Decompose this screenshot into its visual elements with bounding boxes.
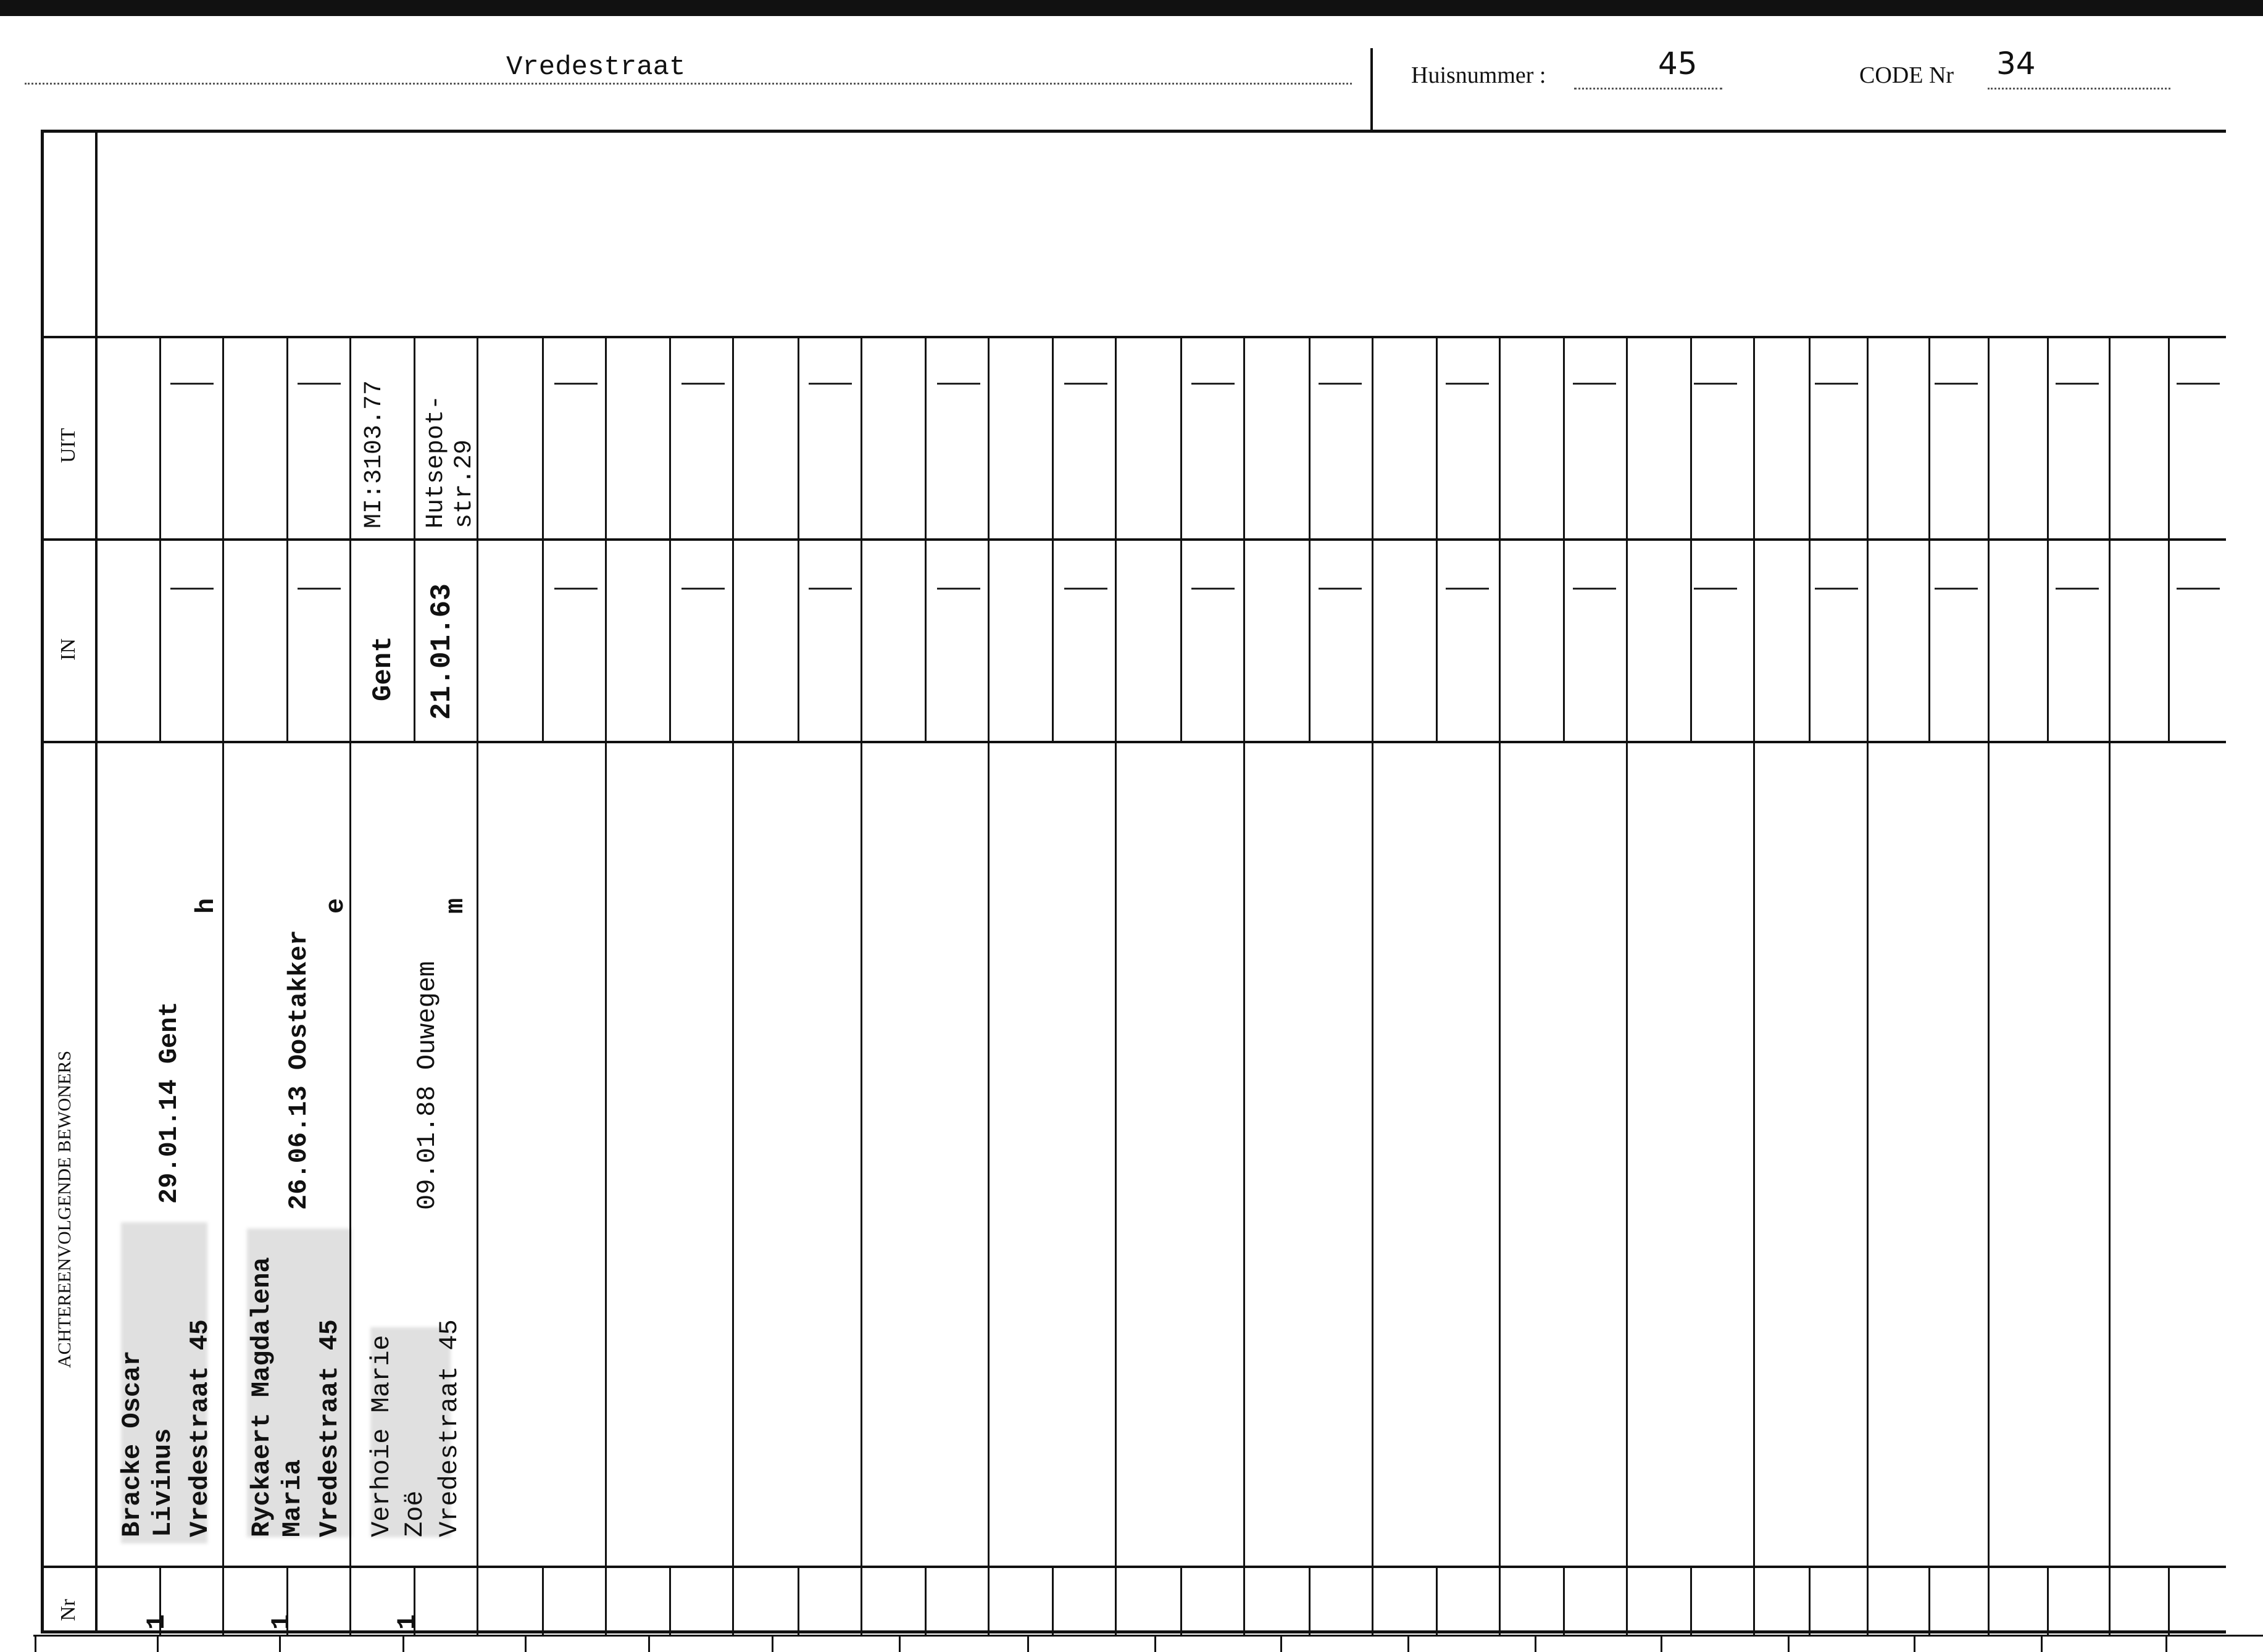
top-border: [0, 0, 2263, 16]
resident-1-code: h: [191, 898, 221, 914]
sub-column-line-nr: [2168, 1566, 2170, 1635]
column-line: [222, 337, 224, 1635]
code-dotline: [1988, 88, 2170, 90]
sub-column-line-nr: [1563, 1566, 1565, 1635]
sub-column-line-nr: [1052, 1566, 1054, 1635]
empty-dash: [1694, 588, 1737, 590]
column-line: [1115, 337, 1117, 1635]
bottom-tick: [1661, 1635, 1662, 1652]
column-line: [1499, 337, 1501, 1635]
empty-dash: [1446, 588, 1489, 590]
sub-column-line-top: [1180, 337, 1182, 741]
street-name: Vredestraat: [506, 52, 686, 83]
column-line: [1243, 337, 1245, 1635]
empty-dash: [1935, 383, 1978, 385]
resident-3-in-place: Gent: [368, 636, 399, 701]
resident-3-uit-code: MI:3103.77: [360, 380, 388, 528]
bottom-tick: [899, 1635, 901, 1652]
resident-1-name: Bracke Oscar: [117, 1350, 147, 1537]
sub-column-line-top: [542, 337, 544, 741]
sub-column-line-nr: [1809, 1566, 1811, 1635]
empty-dash: [1319, 588, 1362, 590]
sub-column-line-top: [414, 337, 415, 741]
empty-dash: [2056, 588, 2099, 590]
sub-column-line-top: [1809, 337, 1811, 741]
column-line: [1988, 337, 1990, 1635]
resident-3-in-date: 21.01.63: [426, 583, 458, 720]
sub-column-line-top: [1563, 337, 1565, 741]
empty-dash: [1815, 588, 1858, 590]
empty-dash: [1319, 383, 1362, 385]
empty-dash: [1064, 383, 1107, 385]
resident-3-uit-address-line2: str.29: [451, 439, 478, 528]
header-divider: [1370, 48, 1373, 130]
resident-3-address: Vredestraat 45: [435, 1319, 464, 1537]
sub-column-line-top: [2047, 337, 2049, 741]
resident-2-nr: 1: [267, 1614, 296, 1630]
column-line: [1867, 337, 1869, 1635]
in-bewoners-divider: [43, 741, 2226, 743]
uit-label: UIT: [57, 428, 80, 463]
empty-dash: [1694, 383, 1737, 385]
column-line: [2109, 337, 2111, 1635]
sub-column-line-nr: [1928, 1566, 1930, 1635]
empty-dash: [937, 588, 980, 590]
label-column-divider: [95, 132, 98, 1633]
uit-in-divider: [43, 538, 2226, 541]
street-dotline: [25, 83, 1352, 85]
sub-column-line-top: [925, 337, 927, 741]
sub-column-line-nr: [798, 1566, 799, 1635]
code-label: CODE Nr: [1859, 62, 1954, 88]
huisnummer-dotline: [1574, 88, 1722, 90]
empty-dash: [1573, 383, 1616, 385]
empty-dash: [809, 383, 852, 385]
column-line: [1626, 337, 1628, 1635]
empty-dash: [1815, 383, 1858, 385]
bottom-tick: [402, 1635, 404, 1652]
resident-3-code: m: [441, 898, 470, 914]
nr-label: Nr: [57, 1599, 80, 1621]
empty-dash: [1191, 588, 1235, 590]
sub-column-line-top: [669, 337, 671, 741]
empty-dash: [2177, 588, 2220, 590]
bottom-tick: [279, 1635, 281, 1652]
resident-3-name: Verhoie Marie: [367, 1335, 396, 1537]
sub-column-line-top: [1928, 337, 1930, 741]
sub-column-line-top: [1436, 337, 1438, 741]
huisnummer-label: Huisnummer :: [1411, 62, 1546, 88]
empty-dash: [1935, 588, 1978, 590]
sub-column-line-top: [1309, 337, 1311, 741]
empty-dash: [1064, 588, 1107, 590]
empty-dash: [170, 383, 214, 385]
bottom-tick: [2165, 1635, 2167, 1652]
sub-column-line-top: [1052, 337, 1054, 741]
resident-2-birth: 26.06.13 Oostakker: [284, 930, 314, 1210]
empty-dash: [937, 383, 980, 385]
sub-column-line-nr: [1436, 1566, 1438, 1635]
bottom-tick: [772, 1635, 773, 1652]
column-line: [1753, 337, 1755, 1635]
sub-column-line-nr: [542, 1566, 544, 1635]
bottom-tick: [1280, 1635, 1282, 1652]
sub-column-line-top: [159, 337, 161, 741]
resident-3-uit-address-line1: Hutsepot-: [422, 394, 450, 528]
sub-column-line-nr: [669, 1566, 671, 1635]
huisnummer-value: 45: [1658, 46, 1698, 81]
resident-2-given-name: Maria: [278, 1459, 307, 1537]
column-line: [988, 337, 990, 1635]
empty-dash: [681, 383, 725, 385]
bottom-tick: [1154, 1635, 1156, 1652]
bottom-tick: [648, 1635, 650, 1652]
empty-dash: [681, 588, 725, 590]
resident-2-code: e: [321, 898, 351, 914]
bottom-tick: [525, 1635, 527, 1652]
resident-1-birth: 29.01.14 Gent: [154, 1001, 184, 1204]
bottom-tick: [1914, 1635, 1915, 1652]
in-label: IN: [57, 638, 80, 661]
code-value: 34: [1996, 46, 2036, 81]
bewoners-nr-divider: [43, 1566, 2226, 1568]
bottom-tick: [1027, 1635, 1029, 1652]
bottom-tick: [1788, 1635, 1790, 1652]
resident-1-address: Vredestraat 45: [185, 1319, 215, 1537]
empty-dash: [298, 383, 341, 385]
column-line: [477, 337, 478, 1635]
empty-dash: [809, 588, 852, 590]
empty-dash: [554, 383, 598, 385]
bottom-tick: [1535, 1635, 1536, 1652]
bottom-tick: [157, 1635, 159, 1652]
empty-dash: [554, 588, 598, 590]
empty-dash: [2056, 383, 2099, 385]
resident-1-given-name: Livinus: [148, 1428, 178, 1537]
empty-dash: [170, 588, 214, 590]
bottom-tick: [2041, 1635, 2043, 1652]
top-section-divider: [43, 336, 2226, 338]
resident-3-given-name: Zoë: [400, 1490, 430, 1537]
column-line: [605, 337, 607, 1635]
sub-column-line-top: [2168, 337, 2170, 741]
column-line: [861, 337, 862, 1635]
column-line: [1372, 337, 1373, 1635]
bewoners-label: ACHTEREENVOLGENDE BEWONERS: [54, 1050, 75, 1368]
sub-column-line-nr: [1180, 1566, 1182, 1635]
sub-column-line-nr: [1690, 1566, 1692, 1635]
bottom-tick-line: [33, 1635, 2263, 1637]
empty-dash: [2177, 383, 2220, 385]
sub-column-line-nr: [2047, 1566, 2049, 1635]
empty-dash: [1446, 383, 1489, 385]
empty-dash: [1191, 383, 1235, 385]
sub-column-line-nr: [1309, 1566, 1311, 1635]
resident-1-nr: 1: [142, 1614, 172, 1630]
bottom-tick: [35, 1635, 36, 1652]
resident-3-nr: 1: [393, 1614, 422, 1630]
empty-dash: [1573, 588, 1616, 590]
sub-column-line-nr: [925, 1566, 927, 1635]
sub-column-line-top: [798, 337, 799, 741]
resident-2-address: Vredestraat 45: [315, 1319, 344, 1537]
resident-3-birth: 09.01.88 Ouwegem: [412, 961, 442, 1210]
sub-column-line-top: [286, 337, 288, 741]
empty-dash: [298, 588, 341, 590]
sub-column-line-top: [1690, 337, 1692, 741]
bottom-tick: [1407, 1635, 1409, 1652]
resident-2-name: Ryckaert Magdalena: [247, 1257, 277, 1537]
column-line: [732, 337, 734, 1635]
